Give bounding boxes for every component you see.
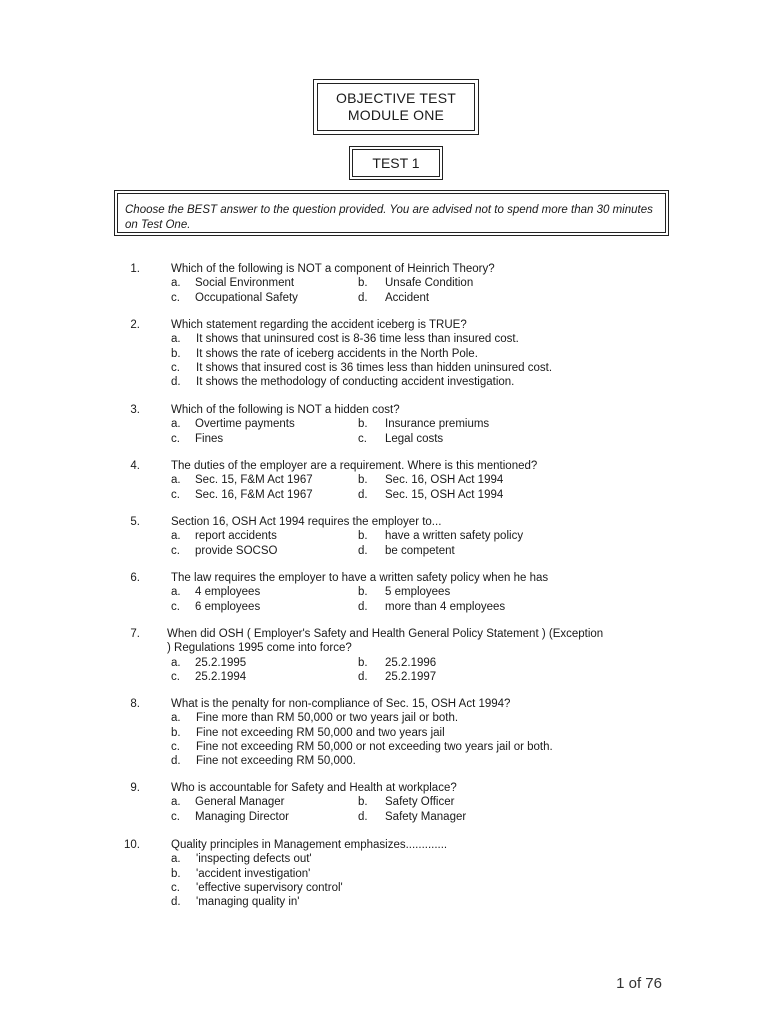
question-stem: Section 16, OSH Act 1994 requires the employer to... xyxy=(171,516,442,528)
page-number: 1 of 76 xyxy=(616,975,662,992)
option-letter: b. xyxy=(358,656,368,669)
question-stem: The duties of the employer are a requirement. Where is this mentioned? xyxy=(171,460,538,472)
option-letter: b. xyxy=(171,726,181,739)
option-text: Fines xyxy=(195,432,224,445)
option-letter: a. xyxy=(171,474,181,487)
option-letter: d. xyxy=(358,488,368,501)
module-title-box xyxy=(313,79,479,135)
option-text: Legal costs xyxy=(385,432,444,445)
instructions-text: Choose the BEST answer to the question provided. You are advised not to spend more than 30 minutes on Test One. xyxy=(125,204,653,231)
question-stem: Which statement regarding the accident iceberg is TRUE? xyxy=(171,319,467,331)
option-text: 'effective supervisory control' xyxy=(196,881,343,894)
option-letter: a. xyxy=(171,853,181,866)
option-text: 'accident investigation' xyxy=(196,867,311,880)
option-text: General Manager xyxy=(195,796,285,809)
option-letter: d. xyxy=(171,376,181,389)
option-text: 25.2.1995 xyxy=(195,656,247,669)
option-text: report accidents xyxy=(195,530,277,543)
option-letter: b. xyxy=(358,586,368,599)
option-text: Sec. 16, F&M Act 1967 xyxy=(195,488,313,501)
option-text: more than 4 employees xyxy=(385,600,506,613)
option-text: Safety Manager xyxy=(385,810,467,823)
option-letter: a. xyxy=(171,712,181,725)
option-text: Fine not exceeding RM 50,000. xyxy=(196,755,356,768)
option-text: 25.2.1996 xyxy=(385,656,437,669)
option-letter: c. xyxy=(171,881,180,894)
option-text: Insurance premiums xyxy=(385,418,490,431)
option-letter: b. xyxy=(171,347,181,360)
option-letter: a. xyxy=(171,586,181,599)
option-text: 'inspecting defects out' xyxy=(196,853,312,866)
option-text: Accident xyxy=(385,291,430,304)
question-number: 5. xyxy=(130,516,140,528)
option-letter: c. xyxy=(171,670,180,683)
option-text: It shows the rate of iceberg accidents in the North Pole. xyxy=(196,347,478,360)
question-number: 8. xyxy=(130,698,140,710)
question-stem: Which of the following is NOT a hidden cost? xyxy=(171,404,400,416)
option-letter: c. xyxy=(171,361,180,374)
question-stem: What is the penalty for non-compliance of Sec. 15, OSH Act 1994? xyxy=(171,698,511,710)
option-letter: d. xyxy=(171,896,181,909)
option-text: 25.2.1994 xyxy=(195,670,247,683)
test-label-box xyxy=(349,146,443,180)
option-letter: b. xyxy=(358,796,368,809)
option-letter: a. xyxy=(171,796,181,809)
option-letter: c. xyxy=(171,488,180,501)
option-text: provide SOCSO xyxy=(195,544,278,557)
option-text: 25.2.1997 xyxy=(385,670,437,683)
option-text: It shows that insured cost is 36 times less than hidden uninsured cost. xyxy=(196,361,553,374)
question-number: 3. xyxy=(130,404,140,416)
option-text: Sec. 16, OSH Act 1994 xyxy=(385,474,504,487)
option-letter: c. xyxy=(171,600,180,613)
module-title-line1: OBJECTIVE TEST xyxy=(335,90,456,106)
option-text: Fine not exceeding RM 50,000 or not exceeding two years jail or both. xyxy=(196,740,553,753)
question-number: 1. xyxy=(130,263,140,275)
option-letter: a. xyxy=(171,418,181,431)
option-letter: b. xyxy=(358,474,368,487)
option-letter: c. xyxy=(358,432,367,445)
option-letter: c. xyxy=(171,291,180,304)
option-letter: b. xyxy=(358,418,368,431)
option-text: have a written safety policy xyxy=(385,530,524,543)
option-text: Social Environment xyxy=(195,277,295,290)
question-stem: When did OSH ( Employer's Safety and Health General Policy Statement ) (Exception ) Regulations 1995 come into force? xyxy=(167,628,604,655)
option-text: 4 employees xyxy=(195,586,261,599)
option-letter: b. xyxy=(358,530,368,543)
option-letter: b. xyxy=(171,867,181,880)
question-stem: The law requires the employer to have a written safety policy when he has xyxy=(171,572,549,584)
question-number: 10. xyxy=(124,839,140,851)
option-text: 6 employees xyxy=(195,600,261,613)
option-letter: d. xyxy=(358,544,368,557)
question-number: 7. xyxy=(130,628,140,640)
option-text: Fine more than RM 50,000 or two years jail or both. xyxy=(196,712,459,725)
option-text: be competent xyxy=(385,544,455,557)
option-text: Managing Director xyxy=(195,810,289,823)
question-stem: Which of the following is NOT a component of Heinrich Theory? xyxy=(171,263,495,275)
option-text: Occupational Safety xyxy=(195,291,298,304)
option-text: Sec. 15, OSH Act 1994 xyxy=(385,488,504,501)
option-letter: a. xyxy=(171,530,181,543)
module-title-line2: MODULE ONE xyxy=(347,107,445,123)
test-label: TEST 1 xyxy=(372,155,420,171)
option-letter: d. xyxy=(358,810,368,823)
option-letter: c. xyxy=(171,740,180,753)
option-letter: d. xyxy=(358,291,368,304)
option-text: Fine not exceeding RM 50,000 and two years jail xyxy=(196,726,445,739)
option-letter: c. xyxy=(171,544,180,557)
instructions-box xyxy=(114,190,669,236)
option-letter: d. xyxy=(171,755,181,768)
option-text: Overtime payments xyxy=(195,418,295,431)
option-letter: a. xyxy=(171,656,181,669)
question-number: 9. xyxy=(130,782,140,794)
option-letter: b. xyxy=(358,277,368,290)
option-text: 5 employees xyxy=(385,586,451,599)
option-letter: a. xyxy=(171,333,181,346)
option-letter: d. xyxy=(358,670,368,683)
option-letter: c. xyxy=(171,432,180,445)
option-letter: c. xyxy=(171,810,180,823)
question-stem: Quality principles in Management emphasizes............. xyxy=(171,839,448,851)
option-text: It shows the methodology of conducting accident investigation. xyxy=(196,376,515,389)
option-letter: a. xyxy=(171,277,181,290)
question-stem: Who is accountable for Safety and Health at workplace? xyxy=(171,782,457,794)
option-text: Unsafe Condition xyxy=(385,277,474,290)
option-text: It shows that uninsured cost is 8-36 time less than insured cost. xyxy=(196,333,519,346)
module-title xyxy=(336,90,456,124)
option-text: Safety Officer xyxy=(385,796,455,809)
question-number: 6. xyxy=(130,572,140,584)
option-text: 'managing quality in' xyxy=(196,896,300,909)
question-number: 4. xyxy=(130,460,140,472)
question-number: 2. xyxy=(130,319,140,331)
option-text: Sec. 15, F&M Act 1967 xyxy=(195,474,313,487)
option-letter: d. xyxy=(358,600,368,613)
